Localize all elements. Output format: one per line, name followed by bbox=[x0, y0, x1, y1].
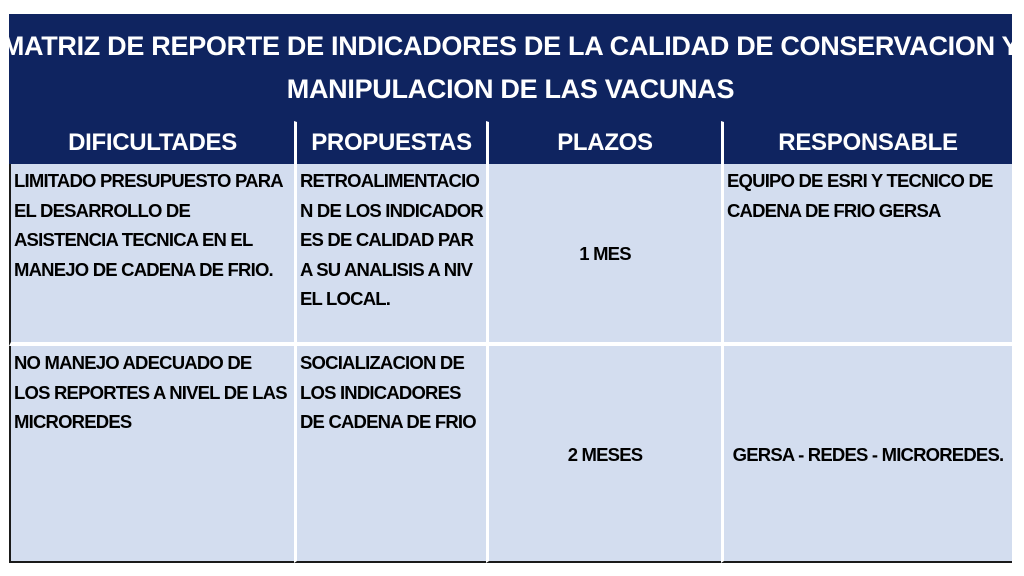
header-responsable: RESPONSABLE bbox=[721, 121, 1012, 164]
header-plazos: PLAZOS bbox=[486, 121, 721, 164]
cell-dificultad: LIMITADO PRESUPUESTO PARA EL DESARROLLO DE ASISTENCIA TECNICA EN EL MANEJO DE CADENA DE FRIO. bbox=[9, 164, 294, 346]
table-row bbox=[9, 164, 1012, 346]
cell-plazo: 1 MES bbox=[486, 164, 721, 346]
title-banner bbox=[1, 14, 1020, 121]
cell-responsable: EQUIPO DE ESRI Y TECNICO DE CADENA DE FRIO GERSA bbox=[721, 164, 1012, 346]
header-dificultades: DIFICULTADES bbox=[9, 121, 294, 164]
cell-propuesta: RETROALIMENTACION DE LOS INDICADORES DE CALIDAD PARA SU ANALISIS A NIVEL LOCAL. bbox=[294, 164, 486, 346]
page-title-line-2: MANIPULACION DE LAS VACUNAS bbox=[286, 73, 735, 104]
cell-responsable: GERSA - REDES - MICROREDES. bbox=[721, 346, 1012, 563]
cell-plazo: 2 MESES bbox=[486, 346, 721, 563]
table-header-row bbox=[9, 121, 1012, 164]
header-propuestas: PROPUESTAS bbox=[294, 121, 486, 164]
table-row bbox=[9, 346, 1012, 563]
page-title-line-1: MATRIZ DE REPORTE DE INDICADORES DE LA CALIDAD DE CONSERVACION Y bbox=[1, 30, 1020, 61]
report-matrix-table bbox=[9, 121, 1012, 563]
cell-propuesta: SOCIALIZACION DE LOS INDICADORES DE CADENA DE FRIO bbox=[294, 346, 486, 563]
cell-dificultad: NO MANEJO ADECUADO DE LOS REPORTES A NIVEL DE LAS MICROREDES bbox=[9, 346, 294, 563]
